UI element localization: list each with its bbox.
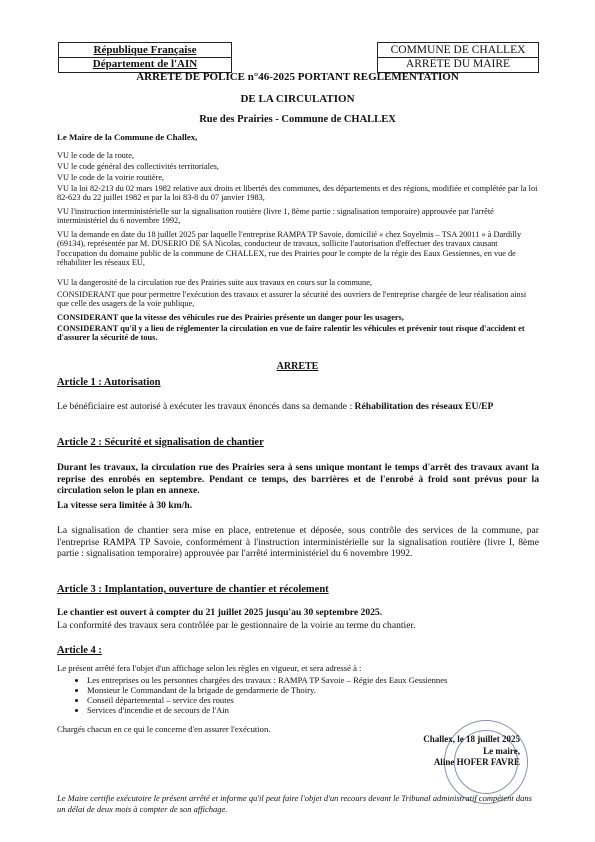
article-2-speed-limit: La vitesse sera limitée à 30 km/h.: [57, 500, 193, 511]
vu-loi-82-213: VU la loi 82-213 du 02 mars 1982 relative aux droits et libertés des communes, des départements et des régions, modifiée et complétée par la loi 82-623 du 22 juillet 1982 et par la loi 83-8 du 07 janvier 1983,: [57, 184, 538, 203]
considerant-1: CONSIDERANT que pour permettre l'exécution des travaux et assurer la sécurité des ouvriers de l'entreprise chargée de leur réalisation ainsi que celle des usagers de la voie publique,: [57, 290, 527, 309]
article-1-title: Article 1 : Autorisation: [57, 377, 161, 388]
article-1-text-bold: Réhabilitation des réseaux EU/EP: [354, 401, 494, 412]
vu-instruction: VU l'instruction interministérielle sur la signalisation routière (livre 1, 8ème partie : signalisation temporaire) approuvée par l'arrêté interministériel du 6 novembre 1992,: [57, 207, 494, 226]
vu-dangerosite: VU la dangerosité de la circulation rue des Prairies suite aux travaux en cours sur la commune,: [57, 278, 372, 287]
vu-demande: VU la demande en date du 18 juillet 2025 par laquelle l'entreprise RAMPA TP Savoie, domicilié « chez Soyelmis – TSA 20011 » à Dardilly (69134), représentée par M. DUSERIO DE SA Nicolas, conducteur de travaux, sollicite l'autorisation d'effectuer des travaux causant l'occupation du domaine public de la commune de CHALLEX, rue des Prairies pour le compte de la régie des Eaux Gessiennes, en vue de réhabiliter les réseaux EU,: [57, 230, 522, 268]
commune-label: COMMUNE DE CHALLEX: [390, 44, 526, 56]
article-4-closing: Chargés chacun en ce qui le concerne d'en assurer l'exécution.: [57, 724, 271, 734]
signature-role: Le maire,: [483, 746, 520, 756]
arrete-heading: ARRETE: [276, 361, 319, 372]
recipient-item: • Monsieur le Commandant de la brigade de gendarmerie de Thoiry.: [87, 685, 539, 695]
arrete-maire-label: ARRETE DU MAIRE: [405, 58, 511, 70]
header-left-box: [58, 42, 232, 73]
article-1-text: [57, 401, 539, 413]
vu-cgct: VU le code général des collectivités territoriales,: [57, 162, 219, 171]
considerant-2: CONSIDERANT que la vitesse des véhicules rue des Prairies présente un danger pour les usagers,: [57, 313, 404, 322]
article-2-bold-para: Durant les travaux, la circulation rue des Prairies sera à sens unique montant le temps d'arrêt des travaux avant la reprise des enrobés en septembre. Pendant ce temps, des barrières et de l'enrobé à froid sont prévus pour la circulation selon le plan en annexe.: [57, 462, 539, 496]
signature-place-date: Challex, le 18 juillet 2025: [423, 734, 520, 744]
vu-code-voirie: VU le code de la voirie routière,: [57, 173, 165, 182]
signature-name: Aline HOFER FAVRE: [433, 757, 520, 767]
document-title-line2: DE LA CIRCULATION: [240, 93, 355, 105]
vu-code-route: VU le code de la route,: [57, 151, 134, 160]
recipient-list: [57, 675, 539, 715]
article-1-text-normal: Le bénéficiaire est autorisé à exécuter les travaux énoncés dans sa demande :: [57, 401, 355, 412]
recipient-item: • Services d'incendie et de secours de l'Ain: [87, 705, 539, 715]
recipient-item: • Conseil départemental – service des routes: [87, 695, 539, 705]
article-2-signalisation-para: La signalisation de chantier sera mise en place, entretenue et déposée, sous contrôle des services de la commune, par l'entreprise RAMPA TP Savoie, conformément à l'instruction interministérielle sur la signalisation routière (livre I, 8ème partie : signalisation temporaire) approuvée par l'arrêté interministériel du 6 novembre 1992.: [57, 525, 539, 559]
article-3-title: Article 3 : Implantation, ouverture de chantier et récolement: [57, 584, 329, 595]
recipient-item: • Les entreprises ou les personnes chargées des travaux : RAMPA TP Savoie – Régie des Eaux Gessiennes: [87, 675, 539, 685]
preamble-intro: Le Maire de la Commune de Challex,: [57, 132, 198, 142]
department-label: Département de l'AIN: [92, 58, 198, 70]
article-3-opening-dates: Le chantier est ouvert à compter du 21 juillet 2025 jusqu'au 30 septembre 2025.: [57, 607, 383, 618]
republic-label: République Française: [93, 44, 197, 56]
article-2-title: Article 2 : Sécurité et signalisation de chantier: [57, 437, 264, 448]
article-4-intro: Le présent arrêté fera l'objet d'un affichage selon les règles en vigueur, et sera adressé à :: [57, 663, 362, 673]
article-3-conformity: La conformité des travaux sera contrôlée par le gestionnaire de la voirie au terme du chantier.: [57, 620, 416, 631]
legal-footer: Le Maire certifie exécutoire le présent arrêté et informe qu'il peut faire l'objet d'un recours devant le Tribunal administratif compétent dans un délai de deux mois à compter de son affichage.: [57, 793, 532, 814]
document-title-line1: ARRETE DE POLICE n°46-2025 PORTANT REGLEMENTATION: [136, 71, 459, 83]
article-4-title: Article 4 :: [57, 645, 102, 656]
considerant-3: CONSIDERANT qu'il y a lieu de réglementer la circulation en vue de faire ralentir les véhicules et prévenir tout risque d'accident et d'assurer la sécurité de tous.: [57, 324, 525, 343]
document-subtitle: Rue des Prairies - Commune de CHALLEX: [199, 114, 396, 125]
header-right-box: [377, 42, 539, 73]
